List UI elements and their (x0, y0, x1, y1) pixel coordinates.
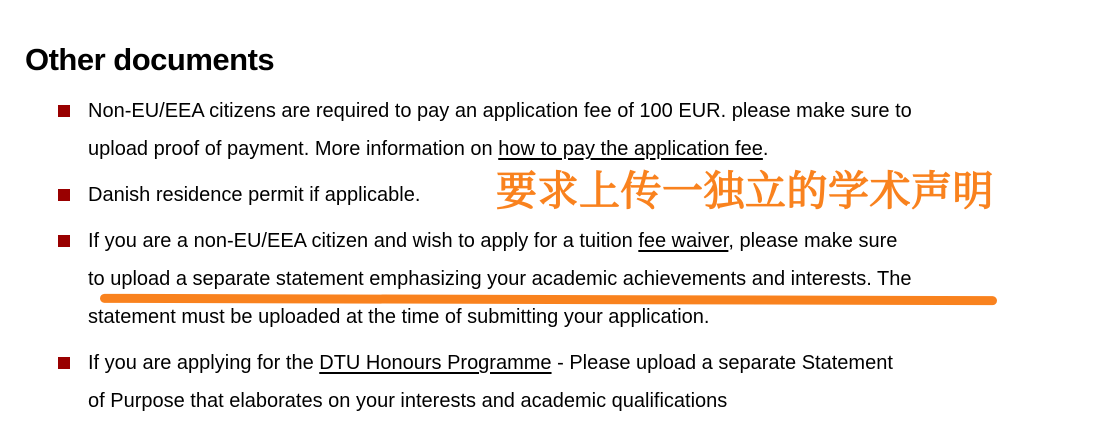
list-item-text (88, 222, 1078, 260)
list-item-text: . (762, 138, 769, 160)
list-item-text: , please make sure (728, 230, 898, 252)
list-item-text: Non-EU/EEA citizens are required to pay an application fee of 100 EUR. please make sure to (88, 100, 912, 122)
list-item-text: to upload a separate statement emphasizing your academic achievements and interests. The (88, 268, 912, 290)
list-item-text: If you are applying for the (88, 352, 320, 374)
list-item-text: statement must be uploaded at the time of submitting your application. (88, 306, 710, 328)
list-item-text (88, 344, 1078, 382)
list-item (88, 92, 1078, 168)
list-item-text (88, 130, 1078, 168)
other-documents-list (88, 92, 1078, 428)
bullet-square-icon (58, 105, 70, 117)
list-item-text: upload proof of payment. More information on (88, 138, 499, 160)
list-item (88, 344, 1078, 420)
link-dtu-honours-programme[interactable]: DTU Honours Programme (319, 352, 552, 374)
bullet-square-icon (58, 235, 70, 247)
list-item-text: - Please upload a separate Statement (551, 352, 893, 374)
link-how-to-pay-application-fee[interactable]: how to pay the application fee (498, 138, 763, 160)
bullet-square-icon (58, 357, 70, 369)
list-item-text: If you are a non-EU/EEA citizen and wish to apply for a tuition (88, 230, 639, 252)
chinese-annotation-text: 要求上传一独立的学术声明 (496, 168, 994, 214)
page-title: Other documents (25, 41, 275, 77)
list-item (88, 222, 1078, 336)
link-fee-waiver[interactable]: fee waiver (638, 230, 729, 252)
bullet-square-icon (58, 189, 70, 201)
list-item-text: Danish residence permit if applicable. (88, 184, 421, 206)
list-item-text: of Purpose that elaborates on your interests and academic qualifications (88, 390, 728, 412)
